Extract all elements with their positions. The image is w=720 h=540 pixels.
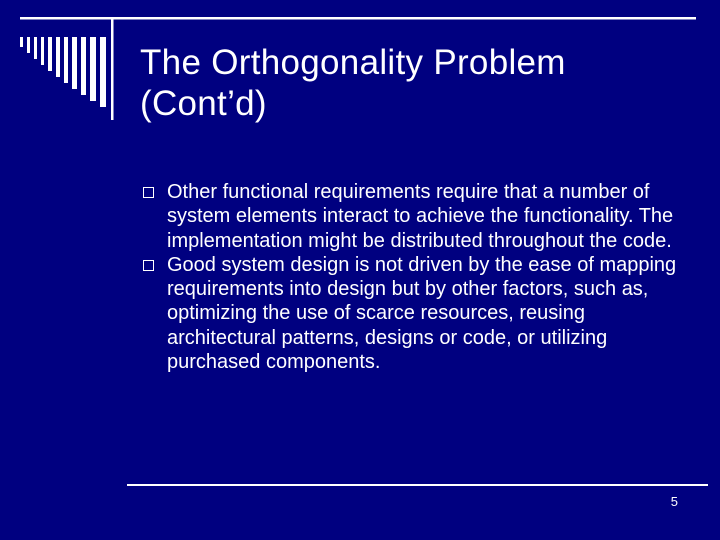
ladder-bars [20, 37, 106, 107]
bullet-item [143, 180, 698, 253]
bullet-item [143, 253, 698, 374]
ladder-bar [41, 37, 44, 65]
ladder-bar [27, 37, 30, 53]
title-line-1: The Orthogonality Problem [140, 43, 566, 82]
top-rule-line [20, 17, 696, 20]
ladder-bar [20, 37, 23, 47]
vertical-rule-line [111, 17, 114, 120]
hollow-square-icon [143, 187, 154, 198]
hollow-square-icon [143, 260, 154, 271]
ladder-bar [90, 37, 96, 101]
title-line-2: (Cont’d) [140, 84, 267, 123]
ladder-bar [72, 37, 77, 89]
ladder-bar [64, 37, 68, 83]
ladder-bar [48, 37, 52, 71]
bullet-text: Other functional requirements require that a number of system elements interact to achieve the functionality. The implementation might be distributed throughout the code. [167, 181, 674, 252]
ladder-bar [34, 37, 37, 59]
ladder-bar [100, 37, 106, 107]
slide-title [140, 42, 700, 124]
ladder-bar [56, 37, 60, 77]
bullet-text: Good system design is not driven by the ease of mapping requirements into design but by other factors, such as, optimizing the use of scarce resources, reusing architectural patterns, designs or code, or utilizing purchased components. [167, 253, 677, 374]
bottom-rule [127, 484, 708, 486]
ladder-bar [81, 37, 86, 95]
page-number: 5 [670, 494, 678, 509]
bullet-list [143, 180, 698, 374]
